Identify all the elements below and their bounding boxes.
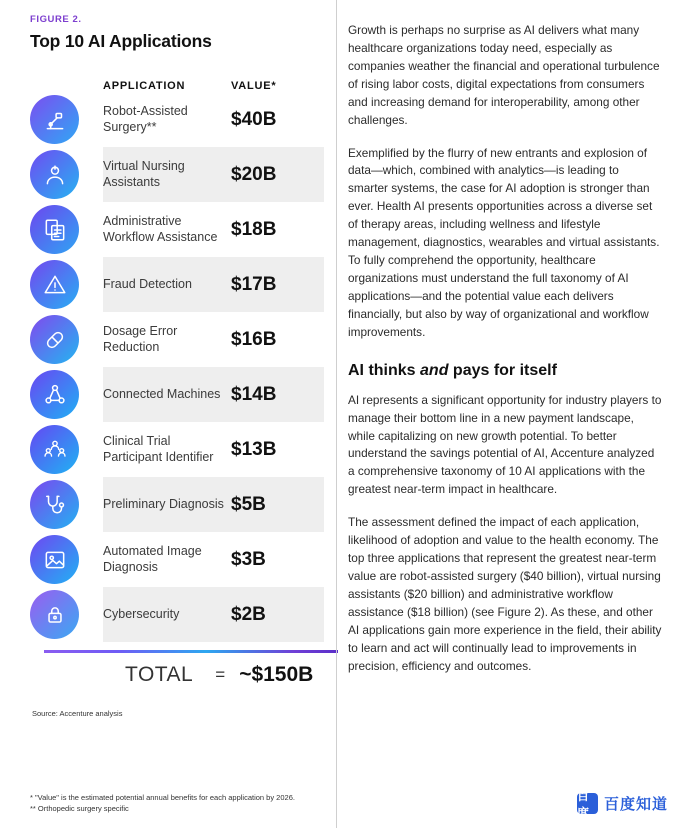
application-value: $14B xyxy=(231,383,277,405)
stethoscope-icon xyxy=(30,480,79,529)
subheading-suffix: pays for itself xyxy=(448,361,557,379)
article-column xyxy=(336,0,684,828)
people-group-icon xyxy=(30,425,79,474)
table-row xyxy=(30,532,324,587)
application-name: Virtual Nursing Assistants xyxy=(103,158,185,189)
application-value: $40B xyxy=(231,108,277,130)
application-value: $18B xyxy=(231,218,277,240)
row-icon-cell xyxy=(30,425,103,474)
total-equals-sign: = xyxy=(215,665,226,684)
footnotes xyxy=(30,792,295,815)
table-row xyxy=(30,202,324,257)
ai-applications-table xyxy=(30,66,324,642)
figure-label: FIGURE 2. xyxy=(30,14,82,25)
pill-icon xyxy=(30,315,79,364)
row-icon-cell xyxy=(30,370,103,419)
row-icon-cell xyxy=(30,150,103,199)
robot-surgery-icon xyxy=(30,95,79,144)
table-row xyxy=(30,367,324,422)
total-row xyxy=(30,663,328,687)
article-subheading xyxy=(348,362,662,380)
source-note: Source: Accenture analysis xyxy=(32,709,123,718)
application-value: $2B xyxy=(231,603,266,625)
application-name: Clinical Trial Participant Identifier xyxy=(103,433,214,464)
column-header-application: APPLICATION xyxy=(103,80,186,92)
table-header-row xyxy=(30,66,324,92)
subheading-emphasis: and xyxy=(420,361,449,379)
article-paragraph: Exemplified by the flurry of new entrants and explosion of data—which, combined with analytics—is leading to smarter systems, the case for AI adoption is stronger than ever. Health AI presents opportunities across a diverse set of therapy areas, including wellness and lifestyle management, diagnostics, wearables and virtual assistants. To fully comprehend the opportunity, healthcare organizations must understand the full taxonomy of AI applications—and the potential value each delivers financially, but also by way of organizational and workflow improvements. xyxy=(348,145,660,339)
application-value: $5B xyxy=(231,493,266,515)
article-paragraph: The assessment defined the impact of each application, likelihood of adoption and value to the health economy. The top three applications that represent the greatest near-term value are robot-assisted surgery ($40 billion), virtual nursing assistants ($20 billion) and administrative workflow assistance ($18 billion) (see Figure 2). As these, and other AI applications gain more experience in the field, their ability to learn and act will continually lead to improvements in precision, efficiency and outcomes. xyxy=(348,515,662,673)
watermark-badge: 百度 xyxy=(577,793,598,814)
table-row xyxy=(30,92,324,147)
column-divider xyxy=(336,0,337,828)
table-row xyxy=(30,257,324,312)
network-nodes-icon xyxy=(30,370,79,419)
row-icon-cell xyxy=(30,95,103,144)
row-icon-cell xyxy=(30,260,103,309)
application-name: Fraud Detection xyxy=(103,276,192,291)
table-row xyxy=(30,147,324,202)
application-name: Automated Image Diagnosis xyxy=(103,543,202,574)
total-value: ~$150B xyxy=(239,663,314,686)
row-icon-cell xyxy=(30,480,103,529)
image-scan-icon xyxy=(30,535,79,584)
warning-triangle-icon xyxy=(30,260,79,309)
row-icon-cell xyxy=(30,205,103,254)
application-name: Administrative Workflow Assistance xyxy=(103,213,218,244)
table-row xyxy=(30,587,324,642)
column-header-value: VALUE* xyxy=(231,80,277,92)
application-name: Dosage Error Reduction xyxy=(103,323,178,354)
subheading-prefix: AI thinks xyxy=(348,361,421,379)
footnote-value-definition: * "Value" is the estimated potential annual benefits for each application by 2026. xyxy=(30,792,295,802)
article-paragraph: AI represents a significant opportunity for industry players to manage their bottom line in a new payment landscape, while capitalizing on new growth potential. To better understand the savings potential of AI, Accenture analyzed a comprehensive taxonomy of 10 AI applications with the greatest near-term impact in healthcare. xyxy=(348,392,662,497)
application-value: $3B xyxy=(231,548,266,570)
total-label: TOTAL xyxy=(125,663,194,686)
application-name: Cybersecurity xyxy=(103,606,180,621)
footnote-orthopedic: ** Orthopedic surgery specific xyxy=(30,803,129,813)
gradient-divider-rule xyxy=(44,650,338,653)
document-workflow-icon xyxy=(30,205,79,254)
application-value: $13B xyxy=(231,438,277,460)
row-icon-cell xyxy=(30,590,103,639)
table-row xyxy=(30,477,324,532)
table-row xyxy=(30,422,324,477)
row-icon-cell xyxy=(30,315,103,364)
application-name: Connected Machines xyxy=(103,386,221,401)
row-icon-cell xyxy=(30,535,103,584)
nurse-icon xyxy=(30,150,79,199)
table-row xyxy=(30,312,324,367)
application-value: $17B xyxy=(231,273,277,295)
application-value: $20B xyxy=(231,163,277,185)
application-name: Robot-Assisted Surgery** xyxy=(103,103,188,134)
application-value: $16B xyxy=(231,328,277,350)
lock-shield-icon xyxy=(30,590,79,639)
article-paragraph: Growth is perhaps no surprise as AI delivers what many healthcare organizations today need, especially as companies weather the financial and operational turbulence of rising labor costs, digital expectations from consumers and increasing demand for interoperability, among other challenges. xyxy=(348,23,660,127)
watermark xyxy=(576,788,668,820)
watermark-text: 百度知道 xyxy=(603,796,668,813)
figure-column xyxy=(0,0,336,828)
figure-title: Top 10 AI Applications xyxy=(30,31,212,51)
application-name: Preliminary Diagnosis xyxy=(103,496,224,511)
